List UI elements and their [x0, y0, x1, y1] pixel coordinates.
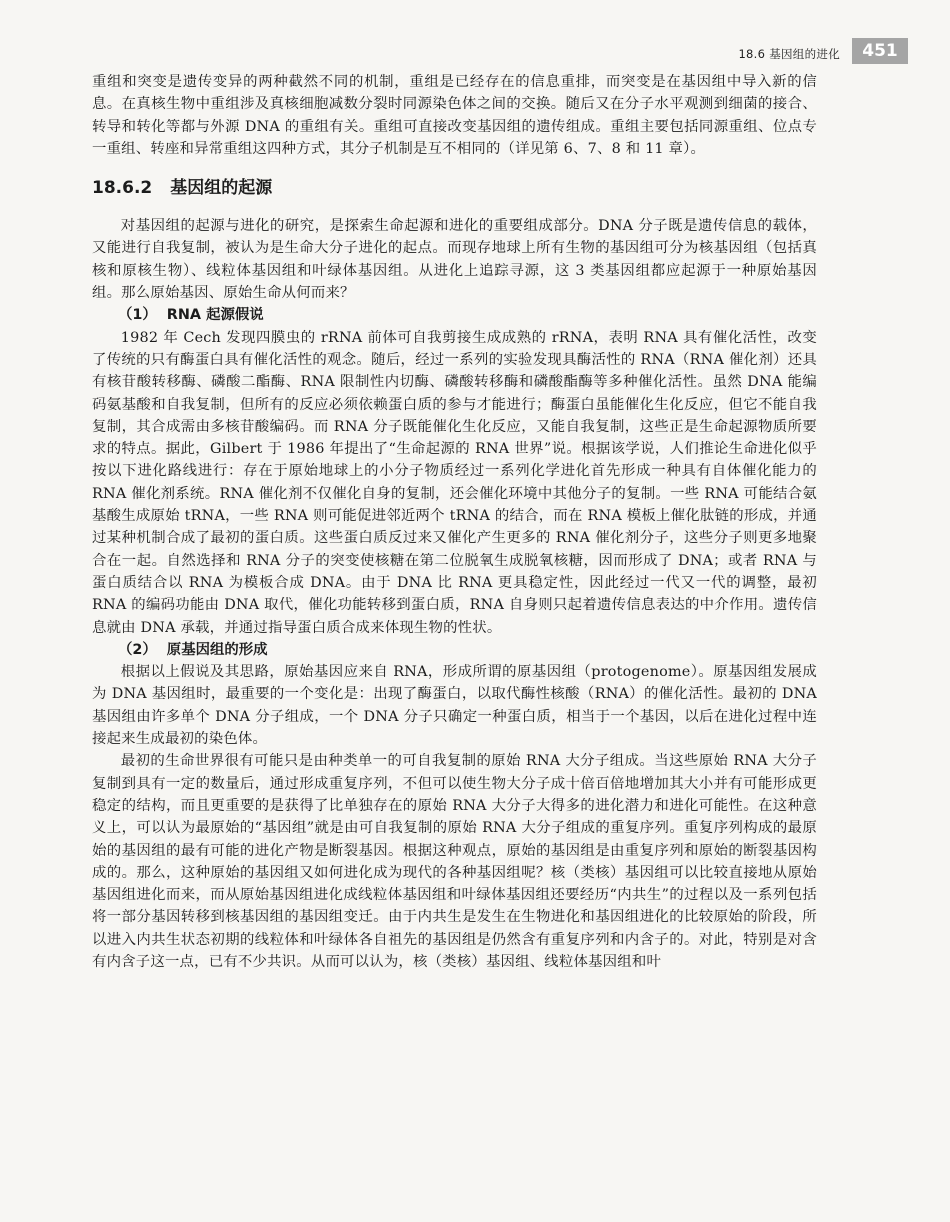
page-body: [92, 71, 817, 973]
section-intro-paragraph: 对基因组的起源与进化的研究，是探索生命起源和进化的重要组成部分。DNA 分子既是遗传信息的载体，又能进行自我复制，被认为是生命大分子进化的起点。而现存地球上所有生物的基因组可分为核基因组（包括真核和原核生物）、线粒体基因组和叶绿体基因组。从进化上追踪寻源，这 3 类基因组都应起源于一种原始基因组。那么原始基因、原始生命从何而来？: [92, 218, 817, 302]
subsection-title: RNA 起源假说: [166, 307, 264, 324]
rna-origin-paragraph: 1982 年 Cech 发现四膜虫的 rRNA 前体可自我剪接生成成熟的 rRNA，表明 RNA 具有催化活性，改变了传统的只有酶蛋白具有催化活性的观念。随后，经过一系列的实验发现具酶活性的 RNA（RNA 催化剂）还具有核苷酸转移酶、磷酸二酯酶、RNA 限制性内切酶、磷酸转移酶和磷酸酯酶等多种催化活性。虽然 DNA 能编码氨基酸和自我复制，但所有的反应必须依赖蛋白质的参与才能进行；酶蛋白虽能催化生化反应，但它不能自我复制，其合成需由多核苷酸编码。而 RNA 分子既能催化生化反应，又能自我复制，这些正是生命起源物质所要求的特点。据此，Gilbert 于 1986 年提出了“生命起源的 RNA 世界”说。根据该学说，人们推论生命进化似乎按以下进化路线进行：存在于原始地球上的小分子物质经过一系列化学进化首先形成一种具有自体催化能力的 RNA 催化剂系统。RNA 催化剂不仅催化自身的复制，还会催化环境中其他分子的复制。一些 RNA 可能结合氨基酸生成原始 tRNA，一些 RNA 则可能促进邻近两个 tRNA 的结合，而在 RNA 模板上催化肽链的形成，并通过某种机制合成了最初的蛋白质。这些蛋白质反过来又催化产生更多的 RNA 催化剂分子，这些分子则更多地聚合在一起。自然选择和 RNA 分子的突变使核糖在第二位脱氧生成脱氧核糖，因而形成了 DNA；或者 RNA 与蛋白质结合以 RNA 为模板合成 DNA。由于 DNA 比 RNA 更具稳定性，因此经过一代又一代的调整，最初 RNA 的编码功能由 DNA 取代，催化功能转移到蛋白质，RNA 自身则只起着遗传信息表达的中介作用。遗传信息就由 DNA 承载，并通过指导蛋白质合成来体现生物的性状。: [92, 329, 817, 636]
section-heading: [92, 176, 817, 200]
section-number: 18.6.2: [92, 178, 153, 199]
subsection-heading-rna-origin: [92, 304, 817, 326]
section-title: 基因组的起源: [170, 178, 273, 199]
protogenome-paragraph-1: 根据以上假说及其思路，原始基因应来自 RNA，形成所谓的原基因组（protogenome）。原基因组发展成为 DNA 基因组时，最重要的一个变化是：出现了酶蛋白，以取代酶性核酸（RNA）的催化活性。最初的 DNA 基因组由许多单个 DNA 分子组成，一个 DNA 分子只确定一种蛋白质，相当于一个基因，以后在进化过程中连接起来生成最初的染色体。: [92, 664, 817, 748]
subsection-heading-protogenome: [92, 639, 817, 661]
intro-paragraph: 重组和突变是遗传变异的两种截然不同的机制，重组是已经存在的信息重排，而突变是在基因组中导入新的信息。在真核生物中重组涉及真核细胞减数分裂时同源染色体之间的交换。随后又在分子水平观测到细菌的接合、转导和转化等都与外源 DNA 的重组有关。重组可直接改变基因组的遗传组成。重组主要包括同源重组、位点专一重组、转座和异常重组这四种方式，其分子机制是互不相同的（详见第 6、7、8 和 11 章）。: [92, 74, 817, 157]
subsection-number: （1）: [118, 307, 157, 324]
page-number: 451: [852, 38, 908, 64]
running-header: [0, 36, 950, 66]
subsection-title: 原基因组的形成: [166, 641, 268, 658]
subsection-number: （2）: [118, 641, 157, 658]
protogenome-paragraph-2: 最初的生命世界很有可能只是由种类单一的可自我复制的原始 RNA 大分子组成。当这些原始 RNA 大分子复制到具有一定的数量后，通过形成重复序列，不但可以使生物大分子成十倍百倍地增加其大小并有可能形成更稳定的结构，而且更重要的是获得了比单独存在的原始 RNA 大分子大得多的进化潜力和进化可能性。在这种意义上，可以认为最原始的“基因组”就是由可自我复制的原始 RNA 大分子组成的重复序列。重复序列构成的最原始的基因组的最有可能的进化产物是断裂基因。根据这种观点，原始的基因组是由重复序列和原始的断裂基因构成的。那么，这种原始的基因组又如何进化成为现代的各种基因组呢？核（类核）基因组可以比较直接地从原始基因组进化而来，而从原始基因组进化成线粒体基因组和叶绿体基因组还要经历“内共生”的过程以及一系列包括将一部分基因转移到核基因组的基因组变迁。由于内共生是发生在生物进化和基因组进化的比较原始的阶段，所以进入内共生状态初期的线粒体和叶绿体各自祖先的基因组是仍然含有重复序列和内含子的。对此，特别是对含有内含子这一点，已有不少共识。从而可以认为，核（类核）基因组、线粒体基因组和叶: [92, 753, 817, 970]
running-header-title: 18.6 基因组的进化: [738, 47, 840, 61]
